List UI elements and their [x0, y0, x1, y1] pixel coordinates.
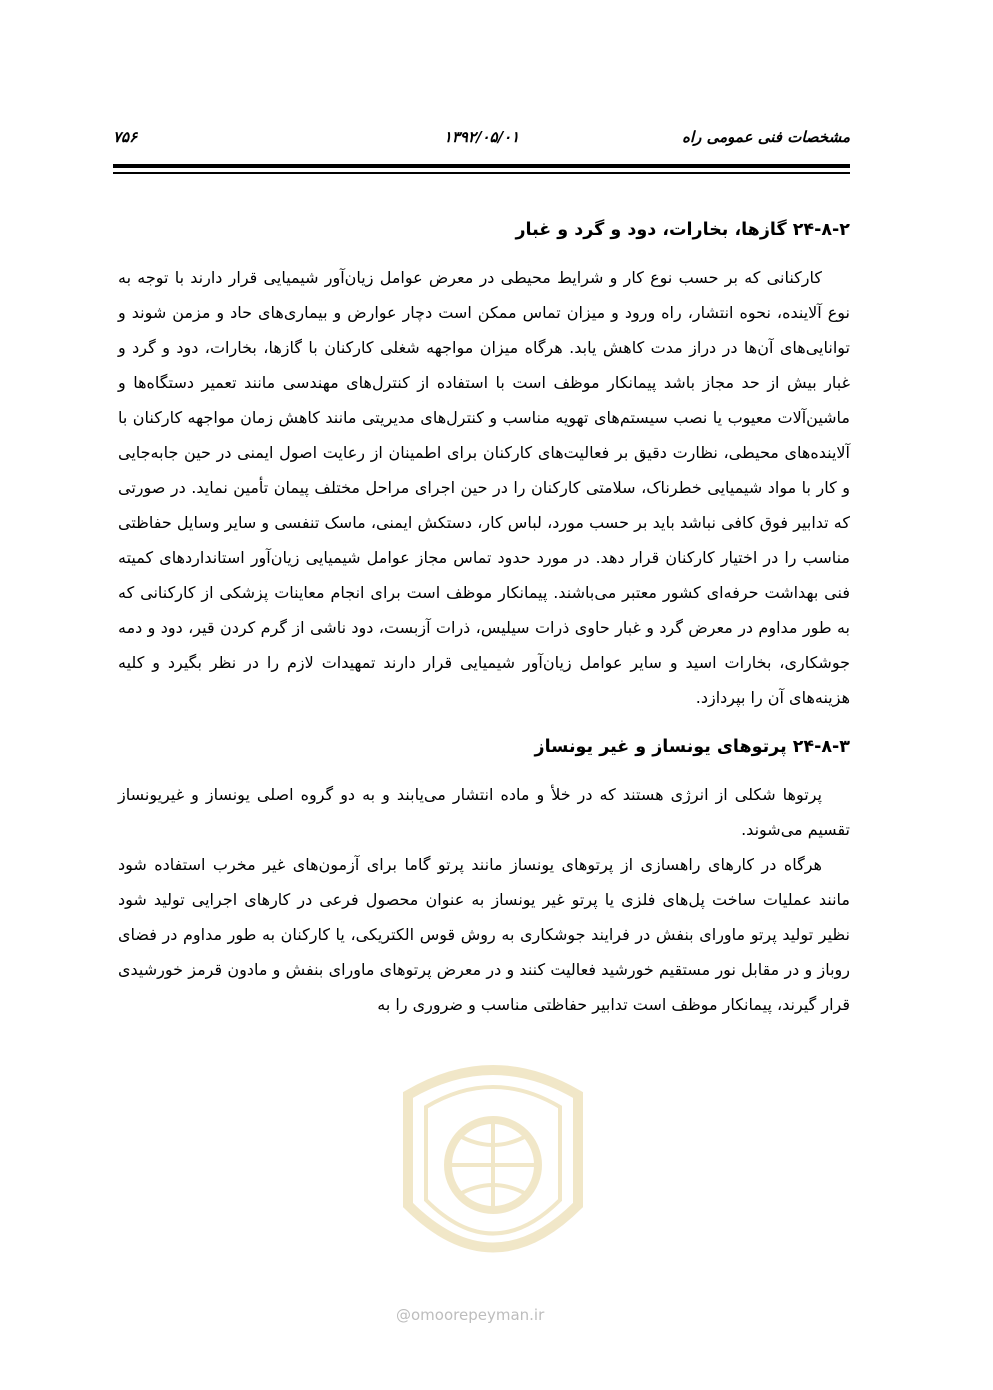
section-heading-radiation: ۲۴-۸-۳ پرتوهای یونساز و غیر یونساز — [534, 737, 850, 757]
page-header — [113, 128, 850, 160]
header-date: ۱۳۹۲/۰۵/۰۱ — [443, 128, 520, 146]
paragraph-radiation-measures: هرگاه در کارهای راهسازی از پرتوهای یونساز مانند پرتو گاما برای آزمون‌های غیر مخرب استفاده شود مانند عملیات ساخت پل‌های فلزی یا پرتو غیر یونساز به عنوان محصول فرعی در کارهای اجرایی تولید شود نظیر تولید پرتو ماورای بنفش در فرایند جوشکاری به روش قوس الکتریکی، یا کارکنان به طور مداوم در فضای روباز و در مقابل نور مستقیم خورشید فعالیت کنند و در معرض پرتوهای ماورای بنفش و مادون قرمز خورشیدی قرار گیرند، پیمانکار موظف است تدابیر حفاظتی مناسب و ضروری را به — [118, 855, 850, 1014]
paragraph-gases: کارکنانی که بر حسب نوع کار و شرایط محیطی در معرض عوامل زیان‌آور شیمیایی قرار دارند با توجه به نوع آلاینده، نحوه انتشار، راه ورود و میزان تماس ممکن است دچار عوارض و بیماری‌های حاد و مزمن شوند و توانایی‌های آن‌ها در دراز مدت کاهش یابد. هرگاه میزان مواجهه شغلی کارکنان با گازها، بخارات، دود و گرد و غبار بیش از حد مجاز باشد پیمانکار موظف است با استفاده از کنترل‌های مهندسی مانند تعمیر دستگاه‌ها و ماشین‌آلات معیوب یا نصب سیستم‌های تهویه مناسب و کنترل‌های مدیریتی مانند کاهش زمان مواجهه کارکنان با آلاینده‌های محیطی، نظارت دقیق بر فعالیت‌های کارکنان برای اطمینان از رعایت اصول ایمنی در حین جابه‌جایی و کار با مواد شیمیایی خطرناک، سلامتی کارکنان را در حین اجرای مراحل مختلف پیمان تأمین نماید. در صورتی که تدابیر فوق کافی نباشد باید بر حسب مورد، لباس کار، دستکش ایمنی، ماسک تنفسی و سایر وسایل حفاظتی مناسب را در اختیار کارکنان قرار دهد. در مورد حدود تماس مجاز عوامل شیمیایی زیان‌آور استانداردهای کمیته فنی بهداشت حرفه‌ای کشور معتبر می‌باشند. پیمانکار موظف است برای انجام معاینات پزشکی از کارکنانی که به طور مداوم در معرض گرد و غبار حاوی ذرات سیلیس، ذرات آزبست، دود ناشی از گرم کردن قیر، دود و دمه جوشکاری، بخارات اسید و سایر عوامل زیان‌آور شیمیایی قرار دارند تمهیدات لازم را در نظر بگیرد و کلیه هزینه‌های آن را بپردازد. — [118, 268, 850, 707]
header-rule-thick — [113, 164, 850, 168]
watermark-logo-icon — [388, 1055, 598, 1285]
section-heading-gases: ۲۴-۸-۲ گازها، بخارات، دود و گرد و غبار — [515, 220, 850, 240]
page-number: ۷۵۶ — [113, 128, 138, 146]
header-rule-thin — [113, 172, 850, 174]
header-document-title: مشخصات فنی عمومی راه — [682, 128, 850, 146]
watermark-site: @omoorepeyman.ir — [396, 1306, 545, 1324]
paragraph-radiation-intro: پرتوها شکلی از انرژی هستند که در خلأ و ماده انتشار می‌یابند و به دو گروه اصلی یونساز و غیریونساز تقسیم می‌شوند. — [118, 785, 850, 839]
page-content — [118, 210, 850, 1022]
